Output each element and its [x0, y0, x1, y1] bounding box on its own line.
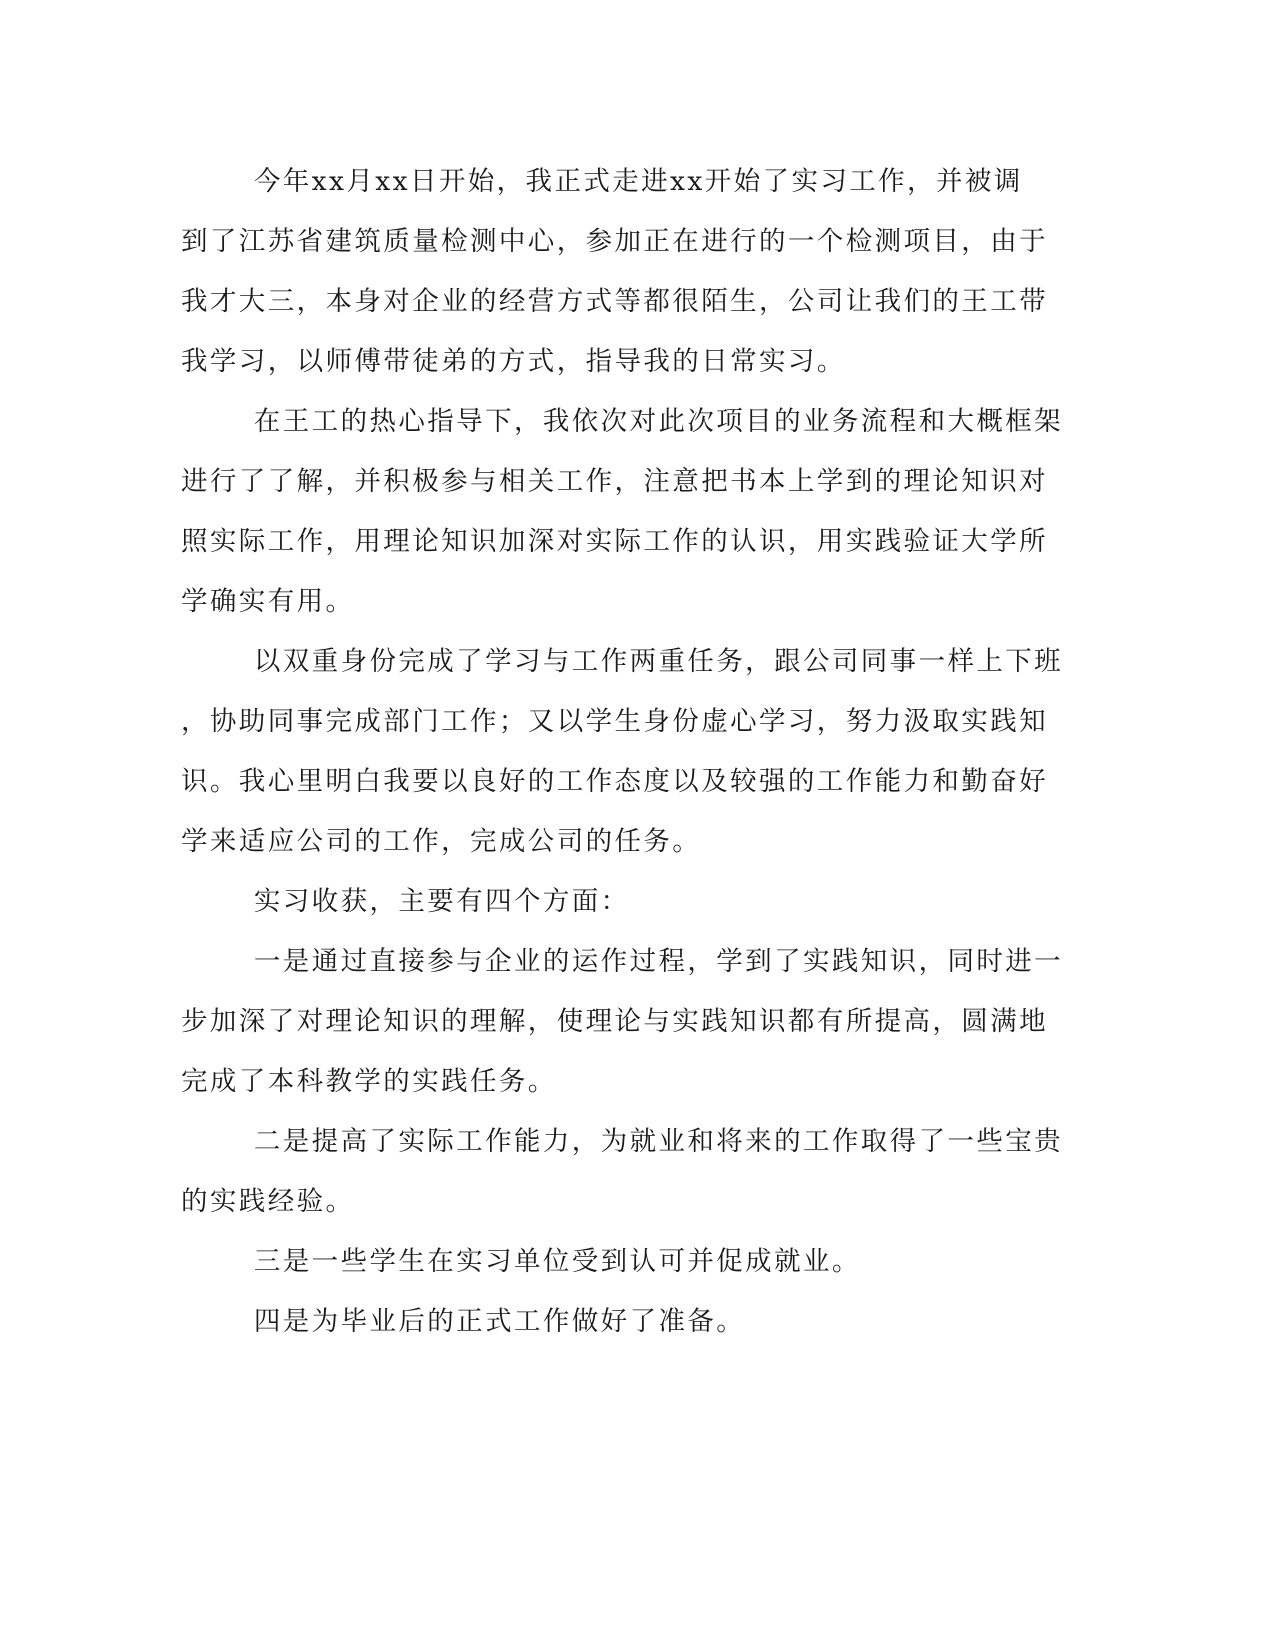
text-line: 识。我心里明白我要以良好的工作态度以及较强的工作能力和勤奋好: [181, 766, 1048, 797]
text-line: 完成了本科教学的实践任务。: [181, 1066, 557, 1097]
text-line: 我才大三，本身对企业的经营方式等都很陌生，公司让我们的王工带: [181, 286, 1048, 317]
text-line: 到了江苏省建筑质量检测中心，参加正在进行的一个检测项目，由于: [181, 226, 1048, 257]
text-line: 四是为毕业后的正式工作做好了准备。: [253, 1306, 746, 1337]
text-line: 三是一些学生在实习单位受到认可并促成就业。: [253, 1246, 861, 1277]
paragraph-gain-one: [181, 932, 1064, 1112]
text-line: 实习收获，主要有四个方面：: [253, 886, 630, 917]
document-body: [181, 152, 1064, 1352]
text-line: 学确实有用。: [181, 586, 355, 617]
text-line: 学来适应公司的工作，完成公司的任务。: [181, 826, 702, 857]
text-line: 以双重身份完成了学习与工作两重任务，跟公司同事一样上下班: [253, 646, 1064, 677]
paragraph-gains-intro: [181, 872, 1031, 932]
text-line: 二是提高了实际工作能力，为就业和将来的工作取得了一些宝贵: [253, 1126, 1064, 1157]
text-line: 一是通过直接参与企业的运作过程，学到了实践知识，同时进一: [253, 946, 1064, 977]
text-line: 照实际工作，用理论知识加深对实际工作的认识，用实践验证大学所: [181, 526, 1048, 557]
text-line: 在王工的热心指导下，我依次对此次项目的业务流程和大概框架: [253, 406, 1064, 437]
paragraph-internship-start: [181, 152, 1048, 392]
paragraph-dual-role: [181, 632, 1064, 872]
paragraph-gain-four: [181, 1292, 1031, 1352]
text-line: 的实践经验。: [181, 1186, 355, 1217]
paragraph-guidance: [181, 392, 1064, 632]
text-line: ，协助同事完成部门工作；又以学生身份虚心学习，努力汲取实践知: [181, 706, 1048, 737]
paragraph-gain-three: [181, 1232, 1031, 1292]
text-line: 进行了了解，并积极参与相关工作，注意把书本上学到的理论知识对: [181, 466, 1048, 497]
text-line: 今年xx月xx日开始，我正式走进xx开始了实习工作，并被调: [253, 166, 1023, 197]
text-line: 我学习，以师傅带徒弟的方式，指导我的日常实习。: [181, 346, 846, 377]
paragraph-gain-two: [181, 1112, 1064, 1232]
text-line: 步加深了对理论知识的理解，使理论与实践知识都有所提高，圆满地: [181, 1006, 1048, 1037]
